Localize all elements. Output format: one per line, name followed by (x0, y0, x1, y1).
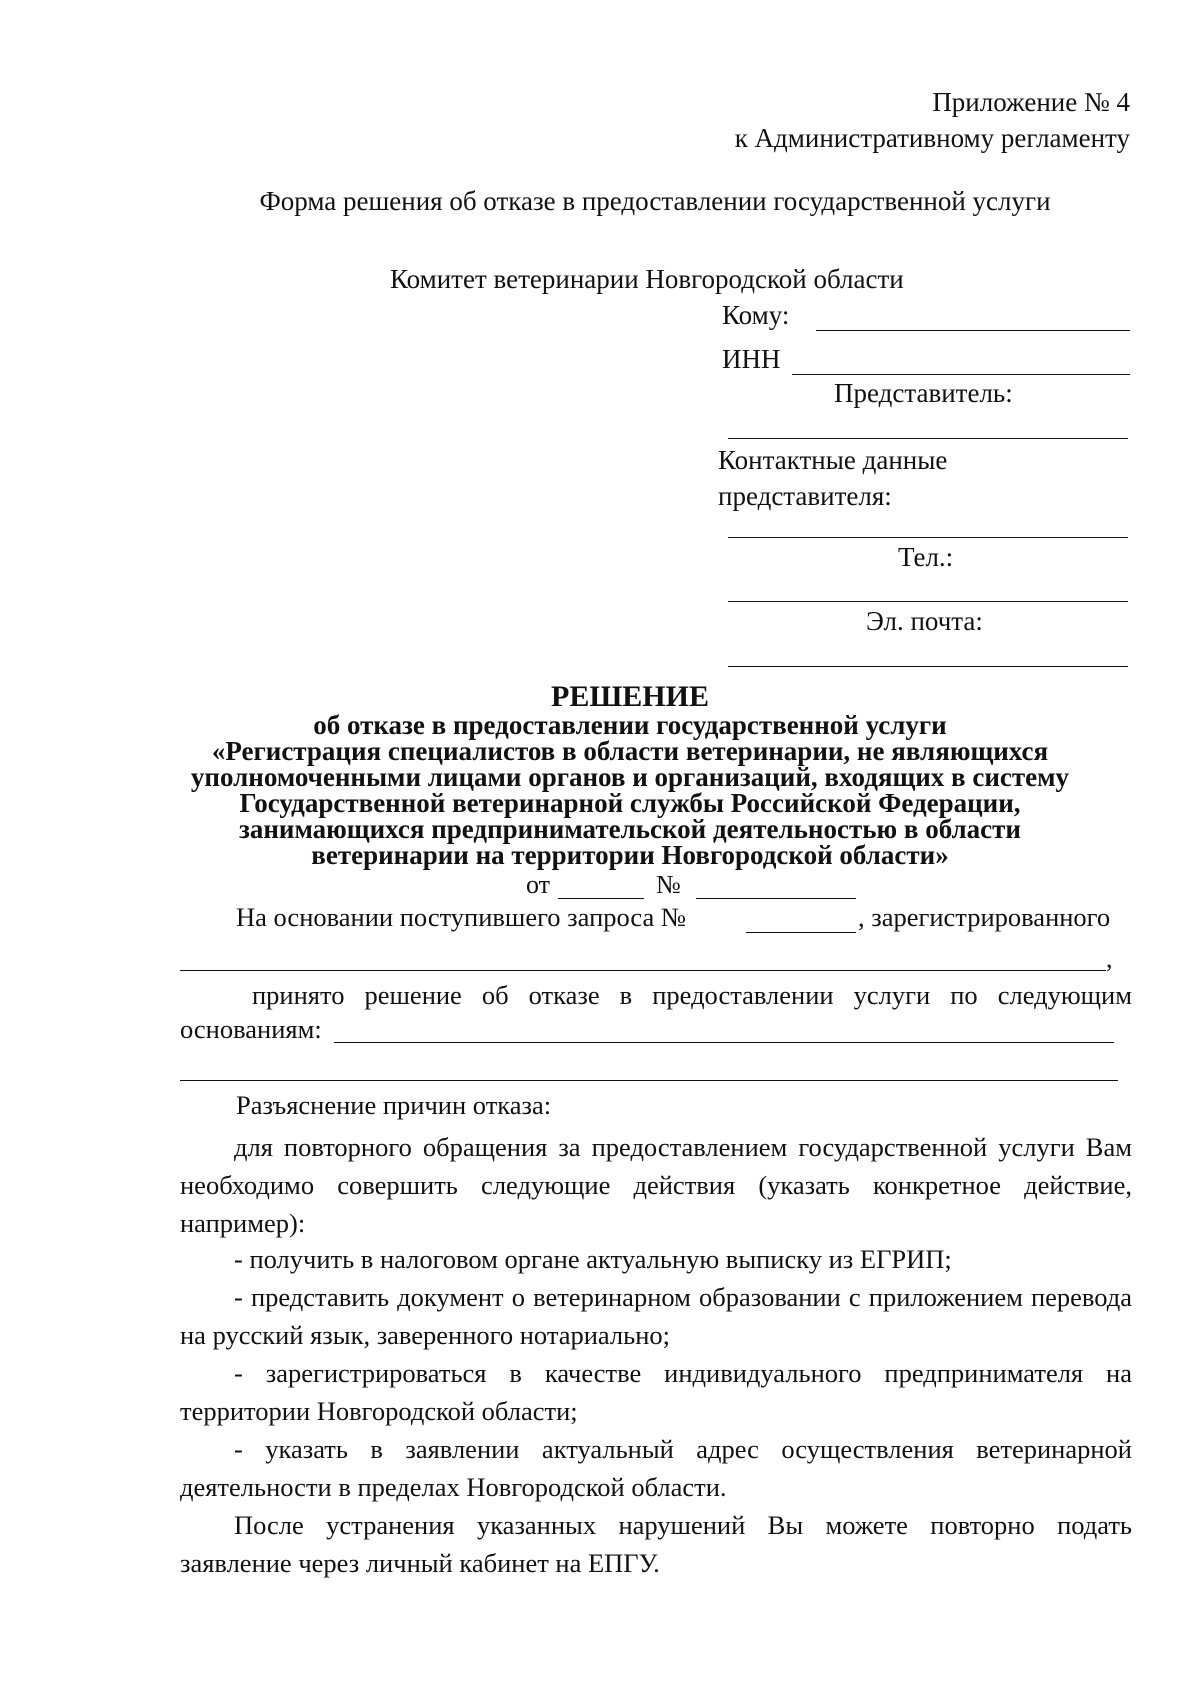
decision-subtitle-line: «Регистрация специалистов в области ветеринарии, не являющихся (211, 736, 1049, 766)
basis-text: На основании поступившего запроса № (236, 902, 687, 932)
inn-field[interactable] (792, 374, 1130, 375)
instructions-text: для повторного обращения за предоставлением государственной услуги Вам необходимо совершить следующие действия (указать конкретное действие, например): (180, 1132, 1132, 1238)
decision-subtitle-line: уполномоченными лицами органов и организаций, входящих в систему (190, 762, 1070, 792)
instructions-paragraph (180, 1128, 1132, 1242)
decision-subtitle-line: ветеринарии на территории Новгородской области» (311, 840, 949, 870)
contact-label-line1: Контактные данные (718, 445, 948, 475)
email-label: Эл. почта: (866, 606, 983, 636)
list-item-text: - указать в заявлении актуальный адрес осуществления ветеринарной деятельности в пределах Новгородской области. (180, 1434, 1132, 1502)
explanation-label: Разъяснение причин отказа: (236, 1090, 552, 1120)
phone-field[interactable] (728, 601, 1128, 602)
closing-paragraph (180, 1506, 1132, 1582)
date-field[interactable] (558, 898, 644, 899)
number-sign: № (656, 870, 681, 899)
inn-label: ИНН (722, 344, 781, 374)
decision-subtitle-line: занимающихся предпринимательской деятельностью в области (239, 814, 1021, 844)
annex-reference: к Административному регламенту (734, 123, 1130, 153)
date-prefix: от (526, 870, 551, 899)
list-item-text: - представить документ о ветеринарном образовании с приложением перевода на русский язык, заверенного нотариально; (180, 1282, 1132, 1350)
to-field[interactable] (816, 330, 1130, 331)
number-field[interactable] (696, 898, 856, 899)
grounds-field[interactable] (334, 1042, 1114, 1043)
decision-subtitle-line: об отказе в предоставлении государственной услуги (313, 710, 947, 740)
grounds-label: основаниям: (180, 1014, 322, 1044)
annex-number: Приложение № 4 (932, 87, 1130, 117)
decision-subtitle (0, 712, 1200, 868)
annex-header (735, 84, 1130, 156)
contact-label-line2: представителя: (718, 481, 892, 511)
list-item (180, 1240, 1132, 1278)
closing-text: После устранения указанных нарушений Вы можете повторно подать заявление через личный кабинет на ЕПГУ. (180, 1510, 1132, 1578)
list-item (180, 1278, 1132, 1354)
list-item (180, 1354, 1132, 1430)
decision-text: принято решение об отказе в предоставлении услуги по следующим (252, 980, 1132, 1010)
decision-title: РЕШЕНИЕ (551, 680, 709, 713)
representative-label: Представитель: (834, 378, 1013, 408)
contact-label (718, 442, 947, 514)
comma: , (1106, 944, 1113, 973)
list-item-text: - зарегистрироваться в качестве индивидуального предпринимателя на территории Новгородской области; (180, 1358, 1132, 1426)
to-label: Кому: (722, 300, 790, 330)
email-field[interactable] (728, 666, 1128, 667)
grounds-field-2[interactable] (180, 1080, 1118, 1081)
phone-label: Тел.: (898, 542, 954, 572)
request-number-field[interactable] (746, 932, 856, 933)
contact-field[interactable] (728, 537, 1128, 538)
basis-text-end: , зарегистрированного (858, 902, 1111, 932)
representative-field[interactable] (728, 438, 1128, 439)
registration-field[interactable] (180, 970, 1106, 971)
committee-name: Комитет ветеринарии Новгородской области (390, 264, 904, 294)
form-title: Форма решения об отказе в предоставлении государственной услуги (259, 186, 1051, 216)
list-item-text: - получить в налоговом органе актуальную выписку из ЕГРИП; (234, 1244, 952, 1274)
decision-subtitle-line: Государственной ветеринарной службы Российской Федерации, (239, 788, 1021, 818)
list-item (180, 1430, 1132, 1506)
